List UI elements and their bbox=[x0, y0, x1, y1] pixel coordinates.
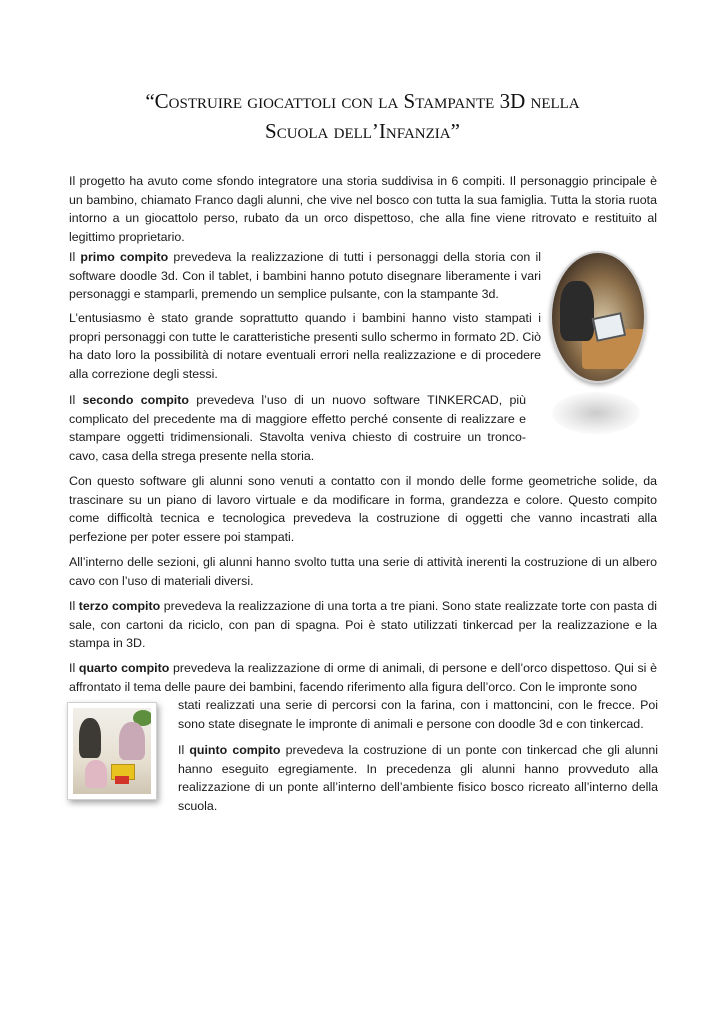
second-task-text: prevedeva l’uso di un nuovo software TINKERCAD, più complicato del precedente ma di maggiore effetto perché consente di realizzare e stampare oggetti tridimensionali. Stavolta veniva chiesto di costruire un tronco-cavo, casa della strega presente nella storia. bbox=[69, 393, 527, 463]
title-line-1: “Costruire giocattoli con la Stampante 3D nella bbox=[145, 89, 580, 113]
third-task-label: terzo compito bbox=[78, 599, 161, 613]
fourth-task-paragraph bbox=[69, 659, 657, 696]
intro-paragraph: Il progetto ha avuto come sfondo integratore una storia suddivisa in 6 compiti. Il personaggio principale è un bambino, chiamato Franco dagli alunni, che vive nel bosco con tutta la sua famiglia. Tutta la storia ruota intorno a un giocattolo perso, rubato da un orco dispettoso, che alla fine viene ritrovato e restituito al legittimo proprietario. bbox=[69, 174, 657, 244]
first-task-text: prevedeva la realizzazione di tutti i personaggi della storia con il software doodle 3d. Con il tablet, i bambini hanno potuto disegnare liberamente i vari personaggi e stamparli, premendo un semplice pulsante, con la stampante 3d. bbox=[69, 250, 541, 302]
fourth-task-continuation: stati realizzati una serie di percorsi con la farina, con i mattoncini, con le frecce. Poi sono state disegnate le impronte di animali e persone con doodle 3d e con tinkercad. bbox=[178, 698, 658, 731]
children-playing-photo bbox=[67, 702, 157, 800]
fifth-task-paragraph bbox=[178, 741, 658, 815]
sections-paragraph: All’interno delle sezioni, gli alunni hanno svolto tutta una serie di attività inerenti la costruzione di un albero cavo con l’uso di materiali diversi. bbox=[69, 555, 657, 588]
document-title bbox=[60, 86, 665, 146]
photo-kid-2 bbox=[119, 722, 145, 760]
enthusiasm-paragraph: L’entusiasmo è stato grande soprattutto quando i bambini hanno visto stampati i propri personaggi con tutte le caratteristiche presenti sullo schermo in formato 2D. Ciò ha dato loro la possibilità di notare eventuali errori nella realizzazione e di procedere alla correzione degli stessi. bbox=[69, 311, 541, 381]
third-task-prefix: Il bbox=[69, 599, 79, 613]
third-task-text: prevedeva la realizzazione di una torta a tre piani. Sono state realizzate torte con pasta di sale, con cartoni da riciclo, con pan di spagna. Poi è stato utilizzati tinkercad per la realizzazione e la stampa in 3D. bbox=[69, 599, 657, 651]
children-tablet-photo bbox=[550, 251, 646, 383]
second-task-prefix: Il bbox=[69, 393, 83, 407]
fifth-task-text: prevedeva la costruzione di un ponte con tinkercad che gli alunni hanno eseguito egregiamente. In precedenza gli alunni hanno provveduto alla realizzazione di un ponte all’interno dell’ambiente fisico bosco ricreato all’interno della scuola. bbox=[178, 743, 658, 813]
fifth-task-prefix: Il bbox=[178, 743, 190, 757]
fourth-task-text: prevedeva la realizzazione di orme di animali, di persone e dell’orco dispettoso. Qui si è affrontato il tema delle paure dei bambini, facendo riferimento alla figura dell’orco. Con le impronte sono bbox=[69, 661, 657, 694]
second-task-paragraph bbox=[69, 391, 526, 465]
fourth-task-prefix: Il bbox=[69, 661, 79, 675]
fourth-task-label: quarto compito bbox=[78, 661, 170, 675]
fifth-task-label: quinto compito bbox=[189, 743, 281, 757]
software-paragraph: Con questo software gli alunni sono venuti a contatto con il mondo delle forme geometriche solide, da trascinare su un piano di lavoro virtuale e da modificare in forma, grandezza e colore. Questo compito come difficoltà tecnica e tecnologica prevedeva la costruzione di oggetti che vanno incastrati alla perfezione per poter essere poi stampati. bbox=[69, 474, 657, 544]
photo-kid-3 bbox=[85, 760, 107, 788]
photo-toy-2 bbox=[115, 776, 129, 784]
photo-child bbox=[560, 281, 594, 341]
second-task-label: secondo compito bbox=[82, 393, 189, 407]
first-task-prefix: Il bbox=[69, 250, 81, 264]
photo-reflection bbox=[552, 392, 640, 434]
title-line-2: Scuola dell’Infanzia” bbox=[265, 119, 460, 143]
first-task-label: primo compito bbox=[80, 250, 169, 264]
photo-inner bbox=[73, 708, 151, 794]
first-task-paragraph bbox=[69, 248, 541, 304]
photo-kid-1 bbox=[79, 718, 101, 758]
third-task-paragraph bbox=[69, 597, 657, 653]
